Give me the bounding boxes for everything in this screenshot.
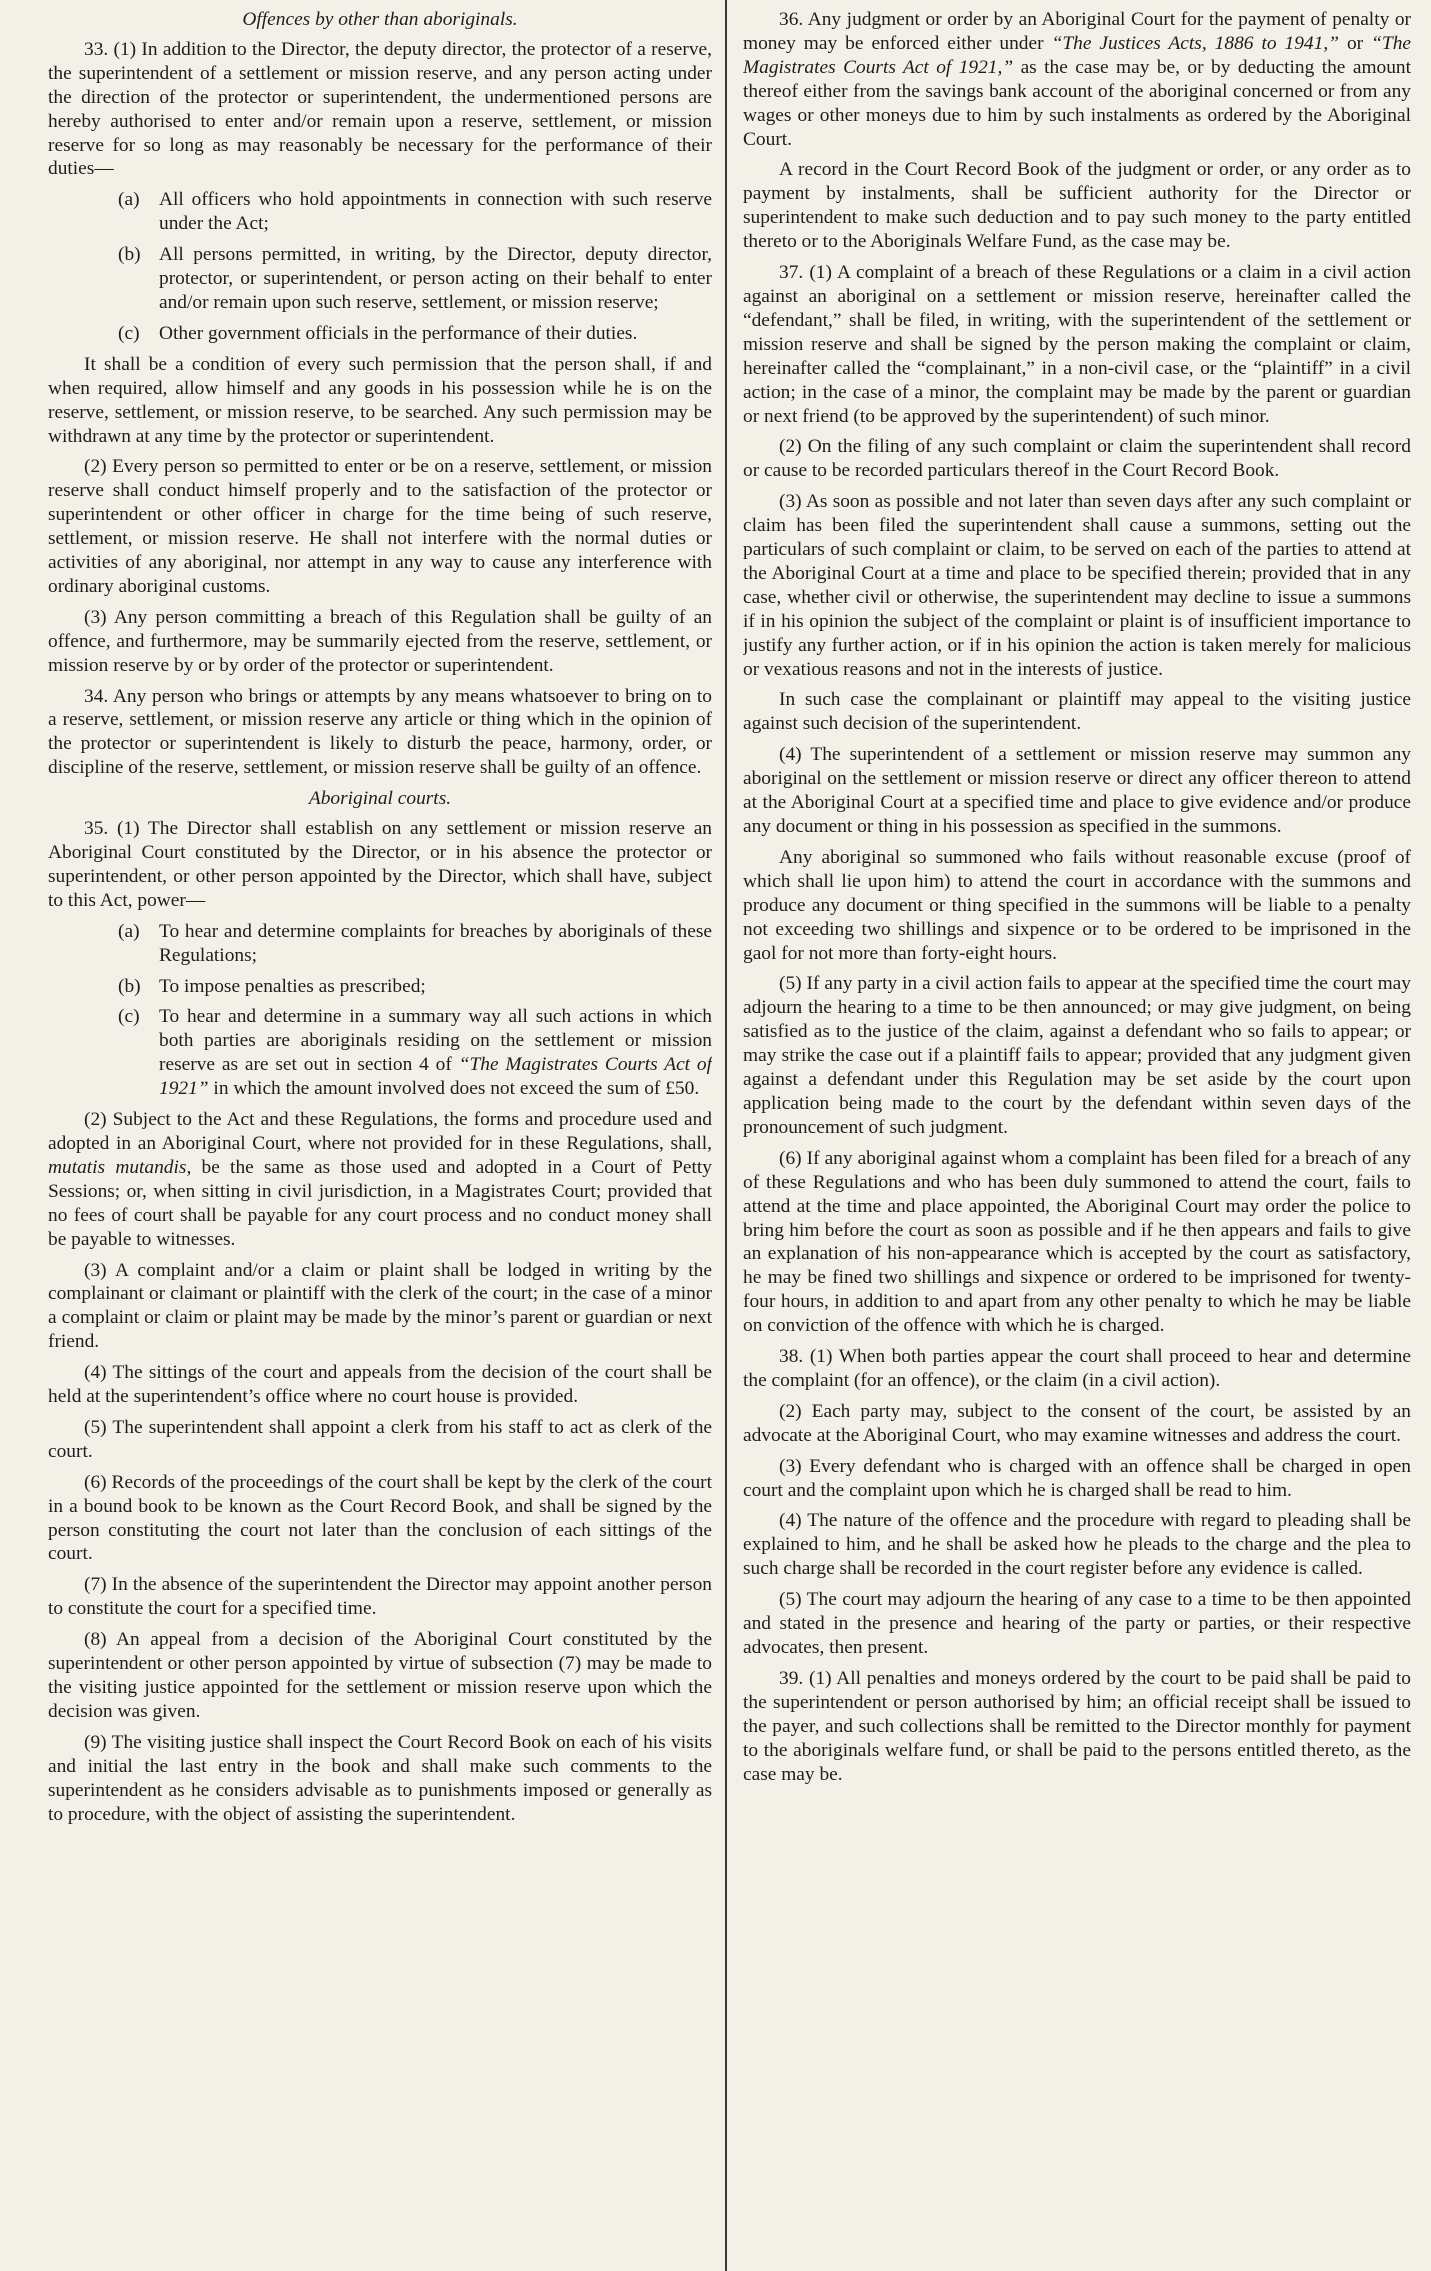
reg-37-3: (3) As soon as possible and not later than seven days after any such complaint or claim has been filed the superintendent shall cause a summons, setting out the particulars of such complaint or claim, to be served on each of the parties to attend at the Aboriginal Court at a time and place to be specified therein; provided that in any case, whether civil or otherwise, the superintendent may decline to issue a summons if in his opinion the subject of the complaint or plaint is of insufficient importance to justify any further action, or if in his opinion the action is taken merely for malicious or vexatious reasons and not in the interests of justice. [743,491,1411,680]
reg-35-9: (9) The visiting justice shall inspect the Court Record Book on each of his visits and initial the last entry in the book and shall make such comments to the superintendent as he considers advisable as to punishments imposed or generally as to procedure, with the object of assisting the superintendent. [48,1731,712,1825]
heading-offences: Offences by other than aboriginals. [242,9,518,30]
para-part: (2) Subject to the Act and these Regulations, the forms and procedure used and adopted in an Aboriginal Court, where not provided for in these Regulations, shall, [48,1109,712,1154]
item-text: All officers who hold appointments in connection with such reserve under the Act; [159,189,712,235]
reg-37-5: (5) If any party in a civil action fails to appear at the specified time the court may adjourn the hearing to a time to be then announced; or may give judgment, on being satisfied as to the justice of the claim, against a defendant who so fails to appear; or may strike the case out if a plaintiff fails to appear; provided that any judgment given against a defendant under this Regulation may be set aside by the court upon application being made to the court by the defendant within seven days of the pronouncement of such judgment. [743,973,1411,1138]
reg-38-2: (2) Each party may, subject to the consent of the court, be assisted by an advocate at the Aboriginal Court, who may examine witnesses and address the court. [743,1400,1411,1446]
reg-35-8: (8) An appeal from a decision of the Aboriginal Court constituted by the superintendent or other person appointed by virtue of subsection (7) may be made to the visiting justice appointed for the settlement or mission reserve upon which the decision was given. [48,1629,712,1722]
reg-35-1: 35. (1) The Director shall establish on any settlement or mission reserve an Aboriginal Court constituted by the Director, or in his absence the protector or superintendent, or other person appointed by the Director, which shall have, subject to this Act, power— [48,818,712,911]
item-label: (a) [118,920,140,942]
reg-39-1: 39. (1) All penalties and moneys ordered by the court to be paid shall be paid to the superintendent or person authorised by him; an official receipt shall be issued to the payer, and such collections shall be remitted to the Director monthly for payment to the aboriginals welfare fund, or shall be paid to the persons entitled thereto, as the case may be. [743,1667,1411,1785]
item-text: Other government officials in the performance of their duties. [159,322,638,344]
reg-35-1-b [48,975,712,999]
reg-33-1-a [48,188,712,236]
para-part: or [1338,32,1372,54]
heading-aboriginal-courts: Aboriginal courts. [308,788,452,810]
reg-37-6: (6) If any aboriginal against whom a complaint has been filed for a breach of any of these Regulations and who has been duly summoned to attend the court, fails to attend at the time and place appointed, the Aboriginal Court may order the police to bring him before the court as soon as possible and if he then appears and fails to give an explanation of his non-appearance which is accepted by the court as satisfactory, he may be fined two shillings and sixpence or ordered to be imprisoned for twenty-four hours, in addition to and apart from any other penalty to which he may be liable on conviction of the offence with which he is charged. [743,1147,1411,1337]
reg-35-1-a [48,920,712,968]
reg-38-1: 38. (1) When both parties appear the court shall proceed to hear and determine the complaint (for an offence), or the claim (in a civil action). [743,1346,1411,1391]
reg-38-4: (4) The nature of the offence and the procedure with regard to pleading shall be explained to him, and he shall be asked how he pleads to the charge and the plea to such charge shall be recorded in the court register before any evidence is called. [743,1510,1411,1580]
reg-33-1: 33. (1) In addition to the Director, the deputy director, the protector of a reserve, the superintendent of a settlement or mission reserve, and any person acting under the direction of the protector or superintendent, the undermentioned persons are hereby authorised to enter and/or remain upon a reserve, settlement, or mission reserve for so long as may reasonably be necessary for the performance of their duties— [48,38,712,180]
reg-37-4: (4) The superintendent of a settlement or mission reserve may summon any aboriginal on the settlement or mission reserve or direct any officer thereon to attend at the Aboriginal Court at a specified time and place to give evidence and/or produce any document or thing in his possession as specified in the summons. [743,744,1411,837]
reg-33-condition: It shall be a condition of every such permission that the person shall, if and when required, allow himself and any goods in his possession while he is on the reserve, settlement, or mission reserve, to be searched. Any such permission may be withdrawn at any time by the protector or superintendent. [48,353,712,447]
reg-35-6: (6) Records of the proceedings of the court shall be kept by the clerk of the court in a bound book to be known as the Court Record Book, and shall be signed by the person constituting the court not later than the conclusion of each sittings of the court. [48,1471,712,1565]
reg-35-1-c [48,1005,712,1101]
item-text: To impose penalties as prescribed; [159,975,426,997]
item-label: (c) [118,322,140,344]
right-column [743,8,1411,2263]
item-label: (b) [118,975,141,997]
reg-37-appeal: In such case the complainant or plaintiff may appeal to the visiting justice against such decision of the superintendent. [743,689,1411,735]
item-text-part: in which the amount involved does not exceed the sum of £50. [208,1078,700,1100]
latin-phrase: mutatis mutandis, [48,1156,192,1178]
reg-36 [743,8,1411,151]
reg-33-1-b [48,243,712,315]
act-title: “The Magistrates Courts Act of 1921” [159,1054,712,1100]
reg-36-record: A record in the Court Record Book of the judgment or order, or any order as to payment by instalments, shall be sufficient authority for the Director or superintendent to make such deduction and to pay such money to the party entitled thereto or to the Aboriginals Welfare Fund, as the case may be. [743,159,1411,253]
item-label: (a) [118,189,140,211]
reg-35-4: (4) The sittings of the court and appeals from the decision of the court shall be held at the superintendent’s office where no court house is provided. [48,1362,712,1408]
para-part: 36. Any judgment or order by an Aboriginal Court for the payment of penalty or money may be enforced either under [743,9,1411,54]
reg-33-1-c [48,322,712,346]
reg-33-2: (2) Every person so permitted to enter or be on a reserve, settlement, or mission reserve shall conduct himself properly and to the satisfaction of the protector or superintendent or other officer in charge for the time being of such reserve, settlement, or mission reserve. He shall not interfere with the normal duties or activities of any aboriginal, nor attempt in any way to cause any interference with ordinary aboriginal customs. [48,456,712,597]
reg-38-5: (5) The court may adjourn the hearing of any case to a time to be then appointed and stated in the presence and hearing of the party or parties, or their respective advocates, then present. [743,1589,1411,1658]
column-divider [725,0,727,2271]
reg-38-3: (3) Every defendant who is charged with an offence shall be charged in open court and the complaint upon which he is charged shall be read to him. [743,1455,1411,1501]
item-text: To hear and determine complaints for breaches by aboriginals of these Regulations; [159,920,712,966]
left-column [48,8,712,2263]
reg-33-3: (3) Any person committing a breach of this Regulation shall be guilty of an offence, and furthermore, may be summarily ejected from the reserve, settlement, or mission reserve by or by order of the protector or superintendent. [48,606,712,676]
reg-37-1: 37. (1) A complaint of a breach of these Regulations or a claim in a civil action against an aboriginal on a settlement or mission reserve, hereinafter called the “defendant,” shall be filed, in writing, with the superintendent of the settlement or mission reserve and shall be signed by the person making the complaint or claim, hereinafter called the “complainant,” in a non-civil case, or the “plaintiff” in a civil action; in the case of a minor, the complaint may be made by the parent or guardian or next friend (to be approved by the superintendent) of such minor. [743,262,1411,427]
para-part: be the same as those used and adopted in a Court of Petty Sessions; or, when sitting in civil jurisdiction, in a Magistrates Court; provided that no fees of court shall be payable for any court process and no conduct money shall be payable to witnesses. [48,1156,712,1250]
item-text [159,1005,712,1101]
act-title: “The Magistrates Courts Act of 1921,” [743,32,1411,78]
reg-35-7: (7) In the absence of the superintendent the Director may appoint another person to constitute the court for a specified time. [48,1574,712,1620]
item-text: All persons permitted, in writing, by the Director, deputy director, protector, or superintendent, or person acting on their behalf to enter and/or remain upon such reserve, settlement, or mission reserve; [159,244,712,313]
item-label: (c) [118,1006,140,1028]
reg-35-3: (3) A complaint and/or a claim or plaint shall be lodged in writing by the complainant or claimant or plaintiff with the clerk of the court; in the case of a minor a complaint or claim or plaint may be made by the minor’s parent or guardian or next friend. [48,1259,712,1353]
reg-35-5: (5) The superintendent shall appoint a clerk from his staff to act as clerk of the court. [48,1416,712,1462]
reg-37-2: (2) On the filing of any such complaint or claim the superintendent shall record or cause to be recorded particulars thereof in the Court Record Book. [743,436,1411,482]
act-title: “The Justices Acts, 1886 to 1941,” [1051,32,1339,54]
reg-34: 34. Any person who brings or attempts by any means whatsoever to bring on to a reserve, settlement, or mission reserve any article or thing which in the opinion of the protector or superintendent is likely to disturb the peace, harmony, order, or discipline of the reserve, settlement, or mission reserve shall be guilty of an offence. [48,685,712,779]
para-part: as the case may be, or by deducting the amount thereof either from the savings bank account of the aboriginal concerned or from any wages or other moneys due to him by such instalments as ordered by the Aboriginal Court. [743,56,1411,150]
reg-35-2 [48,1108,712,1251]
item-label: (b) [118,244,141,266]
reg-37-failure: Any aboriginal so summoned who fails without reasonable excuse (proof of which shall lie upon him) to attend the court in accordance with the summons and produce any document or thing specified in the summons will be liable to a penalty not exceeding two shillings and sixpence or to be ordered to be imprisoned in the gaol for not more than forty-eight hours. [743,846,1411,964]
item-text-part: To hear and determine in a summary way all such actions in which both parties are aboriginals residing on the settlement or mission reserve as are set out in section 4 of [159,1006,712,1076]
